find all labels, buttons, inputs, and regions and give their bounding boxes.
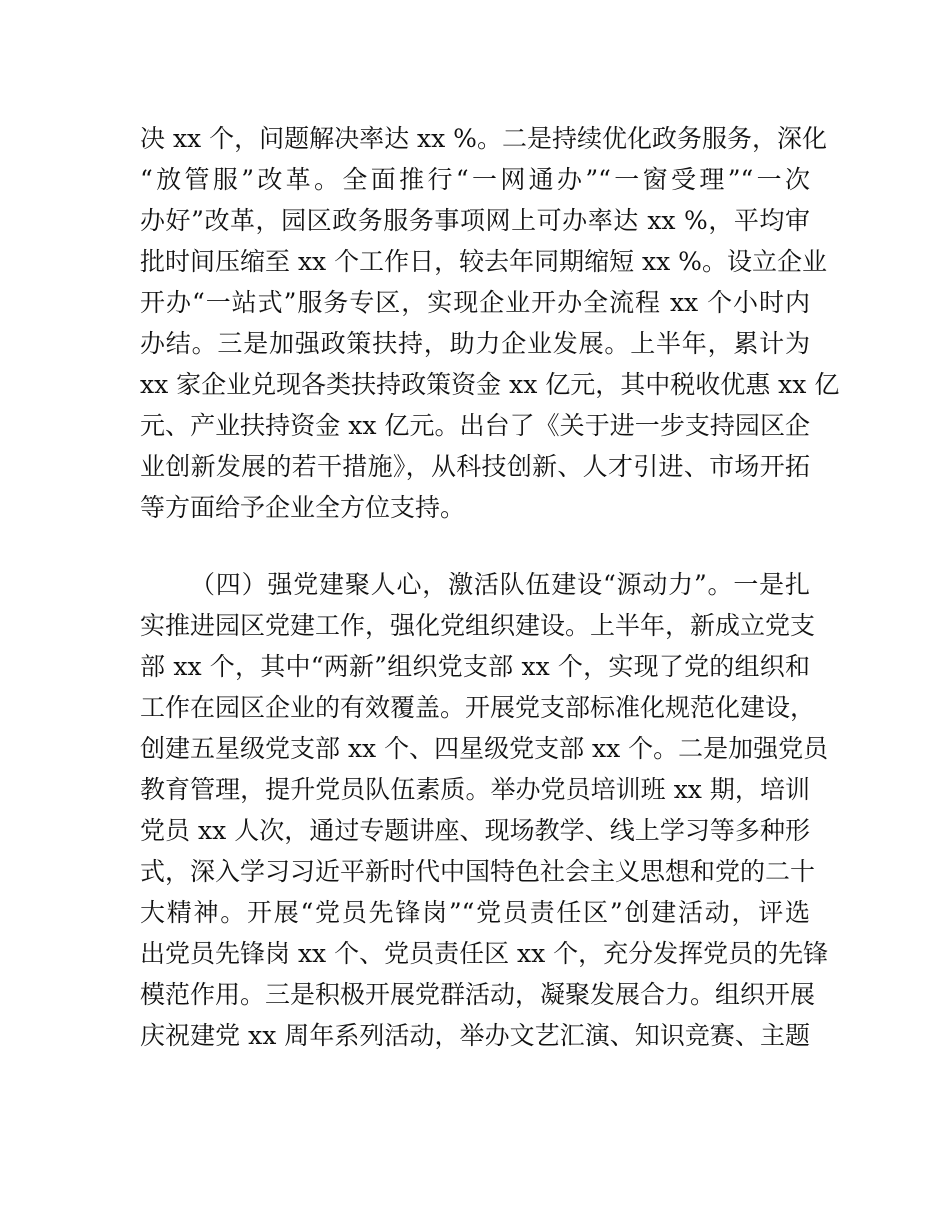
text-line-last: 等方面给予企业全方位支持。 (140, 493, 466, 522)
text-line: “放管服”改革。全面推行“一网通办”“一窗受理”“一次 (140, 165, 810, 194)
text-line: 教育管理，提升党员队伍素质。举办党员培训班 xx 期，培训 (140, 775, 810, 804)
text-line: 式，深入学习习近平新时代中国特色社会主义思想和党的二十 (140, 857, 816, 886)
text-line: 办好”改革，园区政务服务事项网上可办率达 xx %，平均审 (140, 206, 810, 235)
text-line: 批时间压缩至 xx 个工作日，较去年同期缩短 xx %。设立企业 (140, 247, 827, 276)
text-line: 开办“一站式”服务专区，实现企业开办全流程 xx 个小时内 (140, 288, 810, 317)
text-line: xx 家企业兑现各类扶持政策资金 xx 亿元，其中税收优惠 xx 亿 (140, 370, 840, 399)
text-line: 庆祝建党 xx 周年系列活动，举办文艺汇演、知识竞赛、主题 (140, 1021, 810, 1050)
text-line: 决 xx 个，问题解决率达 xx %。二是持续优化政务服务，深化 (140, 124, 827, 153)
text-line: 办结。三是加强政策扶持，助力企业发展。上半年，累计为 (140, 329, 810, 358)
paragraph-2 (140, 564, 829, 1056)
section-heading-line: （四）强党建聚人心，激活队伍建设“源动力”。一是扎 (190, 570, 810, 599)
text-line: 工作在园区企业的有效覆盖。开展党支部标准化规范化建设， (140, 693, 816, 722)
text-line: 实推进园区党建工作，强化党组织建设。上半年，新成立党支 (140, 611, 816, 640)
text-line: 大精神。开展“党员先锋岗”“党员责任区”创建活动，评选 (140, 898, 810, 927)
text-line: 部 xx 个，其中“两新”组织党支部 xx 个，实现了党的组织和 (140, 652, 810, 681)
text-line: 创建五星级党支部 xx 个、四星级党支部 xx 个。二是加强党员 (140, 734, 829, 763)
paragraph-1 (140, 118, 840, 528)
text-line: 业创新发展的若干措施》，从科技创新、人才引进、市场开拓 (140, 452, 810, 481)
text-line: 元、产业扶持资金 xx 亿元。出台了《关于进一步支持园区企 (140, 411, 810, 440)
text-line: 模范作用。三是积极开展党群活动，凝聚发展合力。组织开展 (140, 980, 816, 1009)
text-line: 党员 xx 人次，通过专题讲座、现场教学、线上学习等多种形 (140, 816, 810, 845)
text-line: 出党员先锋岗 xx 个、党员责任区 xx 个，充分发挥党员的先锋 (140, 939, 829, 968)
